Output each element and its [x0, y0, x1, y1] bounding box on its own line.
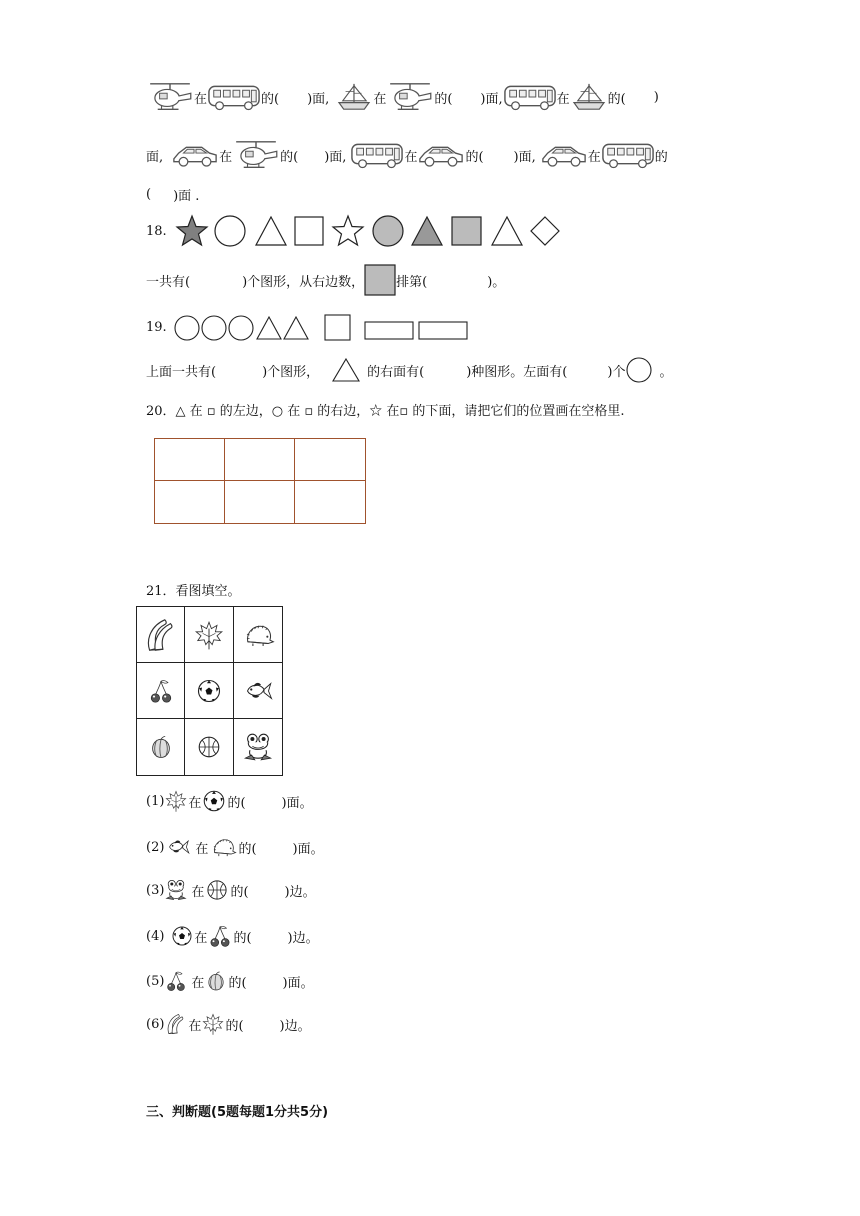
q21-item-4 [146, 923, 319, 949]
grid-cell[interactable] [155, 481, 225, 523]
q19-shapes [173, 312, 503, 342]
q17-line-2 [146, 138, 668, 172]
star-shape [333, 216, 363, 245]
frog-icon [234, 719, 282, 775]
q18-question [146, 264, 505, 296]
basketball-icon [185, 719, 233, 775]
q17-text: 在 [556, 91, 570, 107]
grid-cell[interactable] [295, 481, 365, 523]
item-number: (1) [146, 793, 165, 809]
car-icon [417, 141, 465, 169]
q19-text: 上面一共有( [146, 364, 217, 380]
circle-shape [625, 356, 653, 384]
q21-text: )面。 [282, 975, 314, 991]
q17-text: 的( [280, 149, 299, 165]
square-shape [295, 217, 323, 245]
q21-text: 的( [233, 930, 252, 946]
triangle-shape [257, 317, 281, 339]
q21-text: 的( [225, 1018, 244, 1034]
soccer-ball-icon [170, 924, 194, 948]
soccer-ball-icon [201, 788, 227, 814]
q17-text: )面, [307, 91, 330, 107]
frog-icon [164, 877, 188, 903]
q17-text: )面, [480, 91, 503, 107]
bus-icon [350, 140, 404, 170]
q17-text: 在 [373, 91, 387, 107]
grid-cell[interactable] [295, 439, 365, 481]
cherry-icon [207, 923, 233, 949]
q21-text: )边。 [279, 1018, 311, 1034]
diamond-shape [531, 217, 559, 245]
q19-text: )个图形， [262, 364, 320, 380]
q17-text: 的 [654, 149, 668, 165]
q20-answer-grid[interactable] [154, 438, 366, 524]
q21-text: 在 [191, 975, 205, 991]
q17-text: 的( [434, 91, 453, 107]
section-heading: 三、判断题(5题每题1分共5分) [146, 1105, 329, 1120]
q17-text: ( [146, 187, 152, 202]
q17-text: 的( [465, 149, 484, 165]
q21-text: 在 [188, 1018, 202, 1034]
q17-text: )面, [324, 149, 347, 165]
q18-shapes [175, 214, 567, 248]
q21-item-3 [146, 877, 316, 903]
helicopter-icon [386, 80, 434, 114]
triangle-shape [256, 217, 286, 245]
circle-shape [202, 316, 226, 340]
item-number: (5) [146, 973, 165, 989]
circle-filled-shape [373, 216, 403, 246]
circle-shape [175, 316, 199, 340]
banana-icon [137, 607, 185, 663]
q19-text: )个 [607, 364, 626, 380]
q20-question [146, 400, 625, 419]
maple-leaf-icon [201, 1012, 225, 1036]
triangle-shape [492, 217, 522, 245]
q17-line-3 [146, 185, 199, 204]
cherry-icon [164, 968, 188, 994]
q21-text: 在 [191, 884, 205, 900]
question-number: 18. [146, 223, 167, 239]
watermelon-icon [204, 968, 228, 994]
q21-text: 在 [195, 841, 209, 857]
q21-title [146, 580, 241, 599]
q17-text: 面, [146, 149, 164, 165]
goldfish-icon [164, 835, 192, 859]
q19-shapes-row [146, 312, 503, 342]
q17-text: 在 [587, 149, 601, 165]
star-filled-shape [177, 216, 207, 245]
helicopter-icon [146, 80, 194, 114]
q18-text: 排第( [396, 274, 428, 290]
grid-cell[interactable] [225, 481, 295, 523]
q17-text: )面, [513, 149, 536, 165]
q21-item-2 [146, 833, 324, 861]
circle-shape [215, 216, 245, 246]
sailboat-icon [335, 82, 373, 112]
maple-leaf-icon [185, 607, 233, 663]
bus-icon [601, 140, 655, 170]
car-icon [540, 141, 588, 169]
q21-picture-grid [136, 606, 283, 776]
q21-text: )面。 [292, 841, 324, 857]
goldfish-icon [234, 663, 282, 719]
bus-icon [207, 82, 261, 112]
q21-text: )边。 [284, 884, 316, 900]
q21-text: )面。 [281, 795, 313, 811]
q18-text: 一共有( [146, 274, 191, 290]
triangle-shape [284, 317, 308, 339]
hedgehog-icon [208, 833, 238, 861]
q19-question [146, 356, 672, 384]
q17-text: 的( [607, 91, 626, 107]
q21-text: )边。 [287, 930, 319, 946]
q20-text: 20．△ 在 ▫ 的左边，○ 在 ▫ 的右边，☆ 在▫ 的下面，请把它们的位置画在空格里. [146, 404, 625, 419]
q18-shapes-row [146, 214, 567, 248]
maple-leaf-icon [164, 789, 188, 813]
sailboat-icon [570, 82, 608, 112]
circle-shape [229, 316, 253, 340]
bus-icon [503, 82, 557, 112]
helicopter-icon [232, 138, 280, 172]
q19-text: 。 [659, 364, 673, 380]
watermelon-icon [137, 719, 185, 775]
hedgehog-icon [234, 607, 282, 663]
question-number: 19. [146, 319, 167, 335]
square-filled-shape [364, 264, 396, 296]
q17-text: 在 [404, 149, 418, 165]
q17-text: 的( [261, 91, 280, 107]
q17-text: )面 . [173, 189, 200, 204]
rectangle-shape [419, 322, 467, 339]
car-icon [171, 141, 219, 169]
q19-text: 的右面有( [367, 364, 425, 380]
square-shape [325, 315, 350, 340]
q17-text: ) [653, 89, 659, 105]
triangle-filled-shape [412, 217, 442, 245]
q18-text: )个图形，从右边数， [242, 274, 365, 290]
q21-text: 的( [228, 975, 247, 991]
q21-text: 的( [230, 884, 249, 900]
q19-text: )种图形。左面有( [466, 364, 568, 380]
q21-item-5 [146, 968, 314, 994]
q17-line-1 [146, 80, 659, 114]
q21-text: 的( [238, 841, 257, 857]
soccer-ball-icon [185, 663, 233, 719]
q18-text: )。 [487, 274, 506, 290]
item-number: (6) [146, 1016, 165, 1032]
q21-text: 在 [194, 930, 208, 946]
square-filled-shape [452, 217, 481, 245]
cherry-icon [137, 663, 185, 719]
q17-text: 在 [194, 91, 208, 107]
q17-text: 在 [219, 149, 233, 165]
item-number: (3) [146, 882, 165, 898]
q21-text: 21．看图填空。 [146, 584, 241, 599]
banana-icon [164, 1012, 188, 1036]
q21-text: 在 [188, 795, 202, 811]
basketball-icon [204, 877, 230, 903]
q21-item-1 [146, 788, 313, 814]
triangle-shape [331, 357, 361, 383]
item-number: (4) [146, 928, 165, 944]
rectangle-shape [365, 322, 413, 339]
q21-text: 的( [227, 795, 246, 811]
q21-item-6 [146, 1012, 311, 1036]
grid-cell[interactable] [225, 439, 295, 481]
item-number: (2) [146, 839, 165, 855]
grid-cell[interactable] [155, 439, 225, 481]
